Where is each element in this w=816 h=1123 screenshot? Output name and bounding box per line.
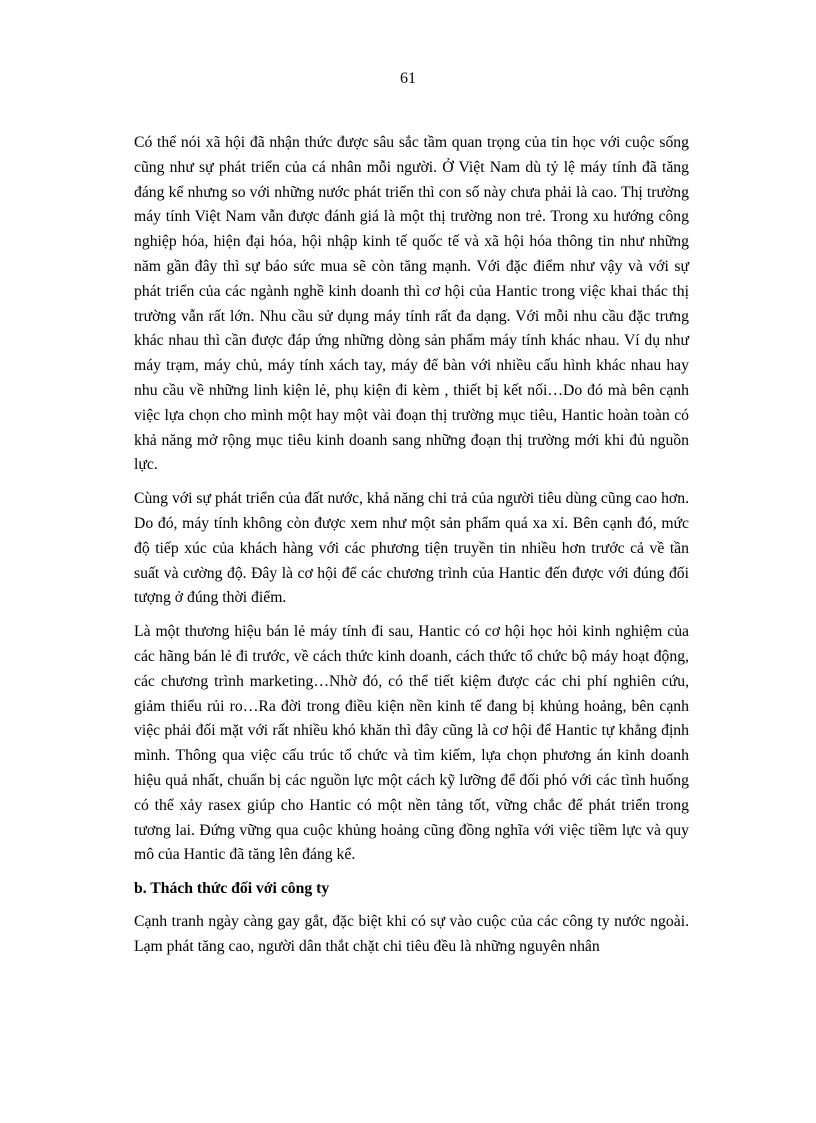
body-paragraph: Có thể nói xã hội đã nhận thức được sâu sắc tầm quan trọng của tin học với cuộc sống cũng như sự phát triển của cá nhân mỗi người. Ở Việt Nam dù tỷ lệ máy tính đã tăng đáng kể nhưng so với những nước phát triển thì con số này chưa phải là cao. Thị trường máy tính Việt Nam vẫn được đánh giá là một thị trường non trẻ. Trong xu hướng công nghiệp hóa, hiện đại hóa, hội nhập kinh tế quốc tế và xã hội hóa thông tin như những năm gần đây thì sự báo sức mua sẽ còn tăng mạnh. Với đặc điểm như vậy và với sự phát triển của các ngành nghề kinh doanh thì cơ hội của Hantic trong việc khai thác thị trường vẫn rất lớn. Nhu cầu sử dụng máy tính rất đa dạng. Với mỗi nhu cầu đặc trưng khác nhau thì cần được đáp ứng những dòng sản phẩm máy tính khác nhau. Ví dụ như máy trạm, máy chủ, máy tính xách tay, máy để bàn với nhiều cấu hình khác nhau hay nhu cầu về những linh kiện lẻ, phụ kiện đi kèm , thiết bị kết nối…Do đó mà bên cạnh việc lựa chọn cho mình một hay một vài đoạn thị trường mục tiêu, Hantic hoàn toàn có khả năng mở rộng mục tiêu kinh doanh sang những đoạn thị trường mới khi đủ nguồn lực. bbox=[134, 134, 689, 474]
body-paragraph: Là một thương hiệu bán lẻ máy tính đi sau, Hantic có cơ hội học hỏi kinh nghiệm của các hãng bán lẻ đi trước, về cách thức kinh doanh, cách thức tổ chức bộ máy hoạt động, các chương trình marketing…Nhờ đó, có thể tiết kiệm được các chi phí nghiên cứu, giảm thiểu rủi ro…Ra đời trong điều kiện nền kinh tế đang bị khủng hoảng, bên cạnh việc phải đối mặt với rất nhiều khó khăn thì đây cũng là cơ hội để Hantic tự khẳng định mình. Thông qua việc cấu trúc tổ chức và tìm kiếm, lựa chọn phương án kinh doanh hiệu quả nhất, chuẩn bị các nguồn lực một cách kỹ lưỡng để đối phó với các tình huống có thể xảy rasex giúp cho Hantic có một nền tảng tốt, vững chắc để phát triển trong tương lai. Đứng vững qua cuộc khủng hoảng cũng đồng nghĩa với việc tiềm lực và quy mô của Hantic đã tăng lên đáng kể. bbox=[134, 623, 689, 864]
body-paragraph: Cùng với sự phát triển của đất nước, khả năng chi trả của người tiêu dùng cũng cao hơn. Do đó, máy tính không còn được xem như một sản phẩm quá xa xỉ. Bên cạnh đó, mức độ tiếp xúc của khách hàng với các phương tiện truyền tin nhiều hơn trước cả về tần suất và cường độ. Đây là cơ hội để các chương trình của Hantic đến được với đúng đối tượng ở đúng thời điểm. bbox=[134, 490, 689, 607]
section-heading: b. Thách thức đối với công ty bbox=[134, 880, 330, 898]
document-body bbox=[134, 131, 689, 969]
page-number: 61 bbox=[400, 70, 416, 87]
body-paragraph: Cạnh tranh ngày càng gay gắt, đặc biệt khi có sự vào cuộc của các công ty nước ngoài. Lạm phát tăng cao, người dân thắt chặt chi tiêu đều là những nguyên nhân bbox=[134, 912, 689, 955]
